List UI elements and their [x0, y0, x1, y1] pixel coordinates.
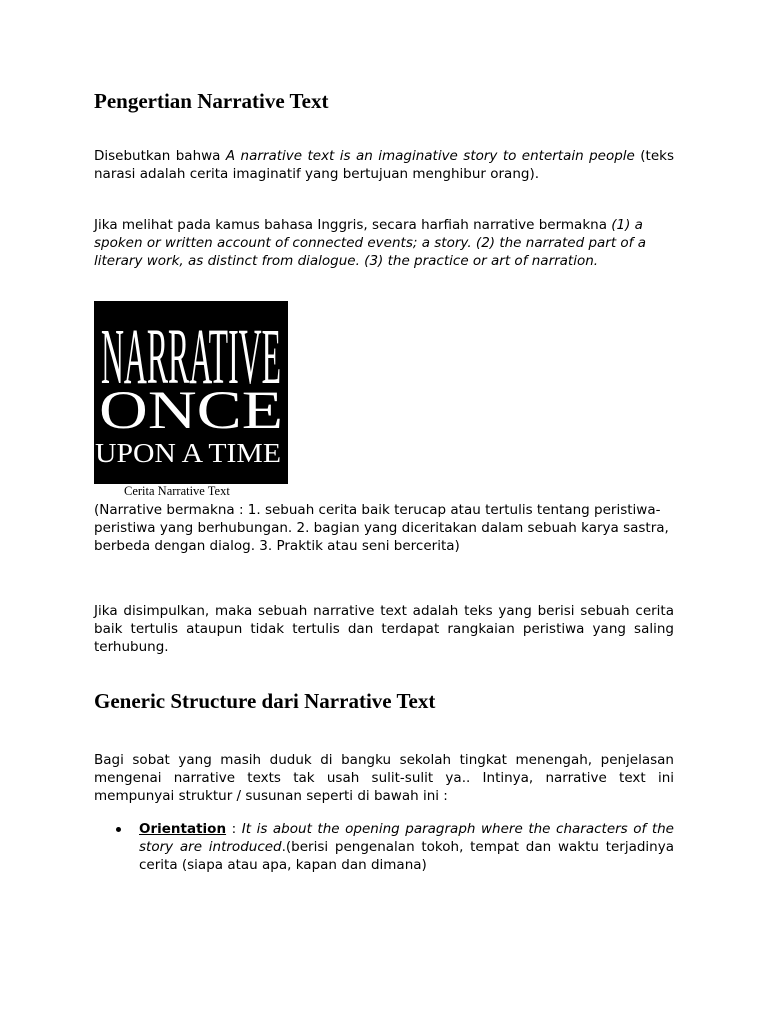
- definition-tail: (teks narasi adalah cerita imaginatif yang bertujuan menghibur orang).: [94, 148, 674, 182]
- dictionary-italic: (1) a spoken or written account of connected events; a story. (2) the narrated part of a literary work, as distinct from dialogue. (3) the practice or art of narration.: [94, 217, 646, 269]
- paragraph-definition: [94, 147, 674, 183]
- narrative-image-graphic: [94, 301, 288, 484]
- dictionary-lead: Jika melihat pada kamus bahasa Inggris, secara harfiah narrative bermakna: [94, 217, 612, 233]
- image-line-upon-a-time: UPON A TIME: [95, 438, 281, 468]
- definition-italic: A narrative text is an imaginative story to entertain people: [225, 148, 635, 164]
- definition-lead: Disebutkan bahwa: [94, 148, 226, 164]
- orientation-tail: .(berisi pengenalan tokoh, tempat dan waktu terjadinya cerita (siapa atau apa, kapan dan dimana): [139, 839, 675, 873]
- structure-bullet-list: [94, 820, 674, 874]
- orientation-text: [139, 820, 674, 874]
- paragraph-conclusion: Jika disimpulkan, maka sebuah narrative text adalah teks yang berisi sebuah cerita baik tertulis ataupun tidak tertulis dan terdapat rangkaian peristiwa yang saling terhubung.: [94, 603, 674, 655]
- image-caption: Cerita Narrative Text: [124, 484, 230, 498]
- list-item-orientation: [94, 820, 674, 874]
- orientation-term: Orientation: [139, 821, 227, 837]
- paragraph-dictionary: [94, 216, 674, 270]
- paragraph-indonesian-meaning: (Narrative bermakna : 1. sebuah cerita baik terucap atau tertulis tentang peristiwa-peristiwa yang berhubungan. 2. bagian yang diceritakan dalam sebuah karya sastra, berbeda dengan dialog. 3. Praktik atau seni bercerita): [94, 502, 669, 554]
- heading-generic-structure: Generic Structure dari Narrative Text: [94, 689, 436, 713]
- heading-pengertian: Pengertian Narrative Text: [94, 89, 329, 113]
- orientation-separator: :: [226, 821, 242, 837]
- narrative-once-upon-a-time-image: [94, 301, 288, 484]
- image-line-narrative: NARRATIVE: [101, 313, 282, 401]
- orientation-italic: It is about the opening paragraph where the characters of the story are introduced: [139, 821, 674, 855]
- image-line-once: ONCE: [99, 380, 283, 440]
- paragraph-structure-intro: Bagi sobat yang masih duduk di bangku sekolah tingkat menengah, penjelasan mengenai narrative texts tak usah sulit-sulit ya.. Intinya, narrative text ini mempunyai struktur / susunan seperti di bawah ini :: [94, 752, 674, 804]
- bullet-dot-icon: [116, 827, 121, 832]
